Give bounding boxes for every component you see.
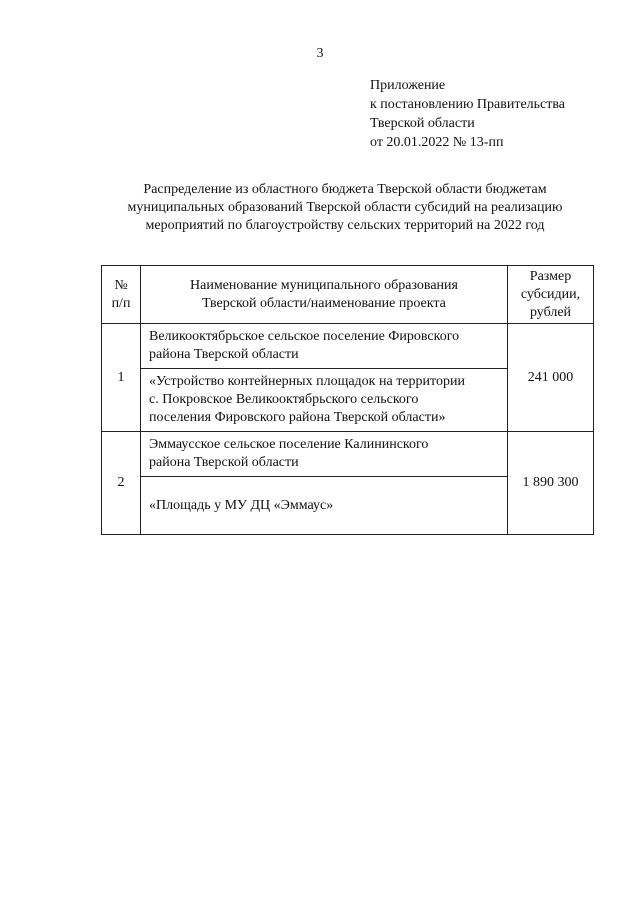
header-number-line-1: №: [114, 277, 128, 293]
table-row: [102, 432, 594, 477]
project-line-3: поселения Фировского района Тверской области»: [149, 410, 446, 425]
header-name-line-2: Тверской области/наименование проекта: [202, 295, 446, 311]
document-title: [100, 181, 590, 235]
approval-line-3: Тверской области: [370, 116, 475, 131]
approval-line-4: от 20.01.2022 № 13-пп: [370, 135, 504, 150]
subsidy-table: [101, 265, 594, 535]
header-amount: [508, 266, 594, 324]
page-number: 3: [316, 46, 324, 61]
amount-cell: 1 890 300: [508, 432, 594, 535]
approval-line-1: Приложение: [370, 78, 446, 93]
municipality-line-1: Эммаусское сельское поселение Калининского: [149, 437, 429, 452]
title-line-3: мероприятий по благоустройству сельских территорий на 2022 год: [145, 218, 545, 233]
header-number: [102, 266, 141, 324]
row-number: 2: [102, 432, 141, 535]
municipality-cell: [141, 324, 508, 369]
amount-cell: 241 000: [508, 324, 594, 432]
table-header-row: [102, 266, 594, 324]
project-line-1: «Устройство контейнерных площадок на территории: [149, 374, 465, 389]
title-line-1: Распределение из областного бюджета Тверской области бюджетам: [143, 182, 547, 197]
approval-line-2: к постановлению Правительства: [370, 97, 566, 112]
project-cell: [141, 477, 508, 535]
table-row: [102, 324, 594, 369]
row-number: 1: [102, 324, 141, 432]
header-amount-line-2: субсидии,: [520, 286, 581, 302]
municipality-cell: [141, 432, 508, 477]
approval-stamp: [370, 76, 565, 152]
header-name: [141, 266, 508, 324]
project-cell: [141, 369, 508, 432]
project-line-2: с. Покровское Великооктябрьского сельского: [149, 392, 419, 407]
municipality-line-2: района Тверской области: [149, 455, 299, 470]
header-amount-line-1: Размер: [529, 268, 572, 284]
header-name-line-1: Наименование муниципального образования: [190, 277, 458, 293]
header-amount-line-3: рублей: [529, 304, 572, 320]
municipality-line-2: района Тверской области: [149, 347, 299, 362]
title-line-2: муниципальных образований Тверской области субсидий на реализацию: [127, 200, 563, 215]
municipality-line-1: Великооктябрьское сельское поселение Фировского: [149, 329, 460, 344]
header-number-line-2: п/п: [111, 295, 131, 311]
project-line-1: «Площадь у МУ ДЦ «Эммаус»: [149, 497, 334, 513]
